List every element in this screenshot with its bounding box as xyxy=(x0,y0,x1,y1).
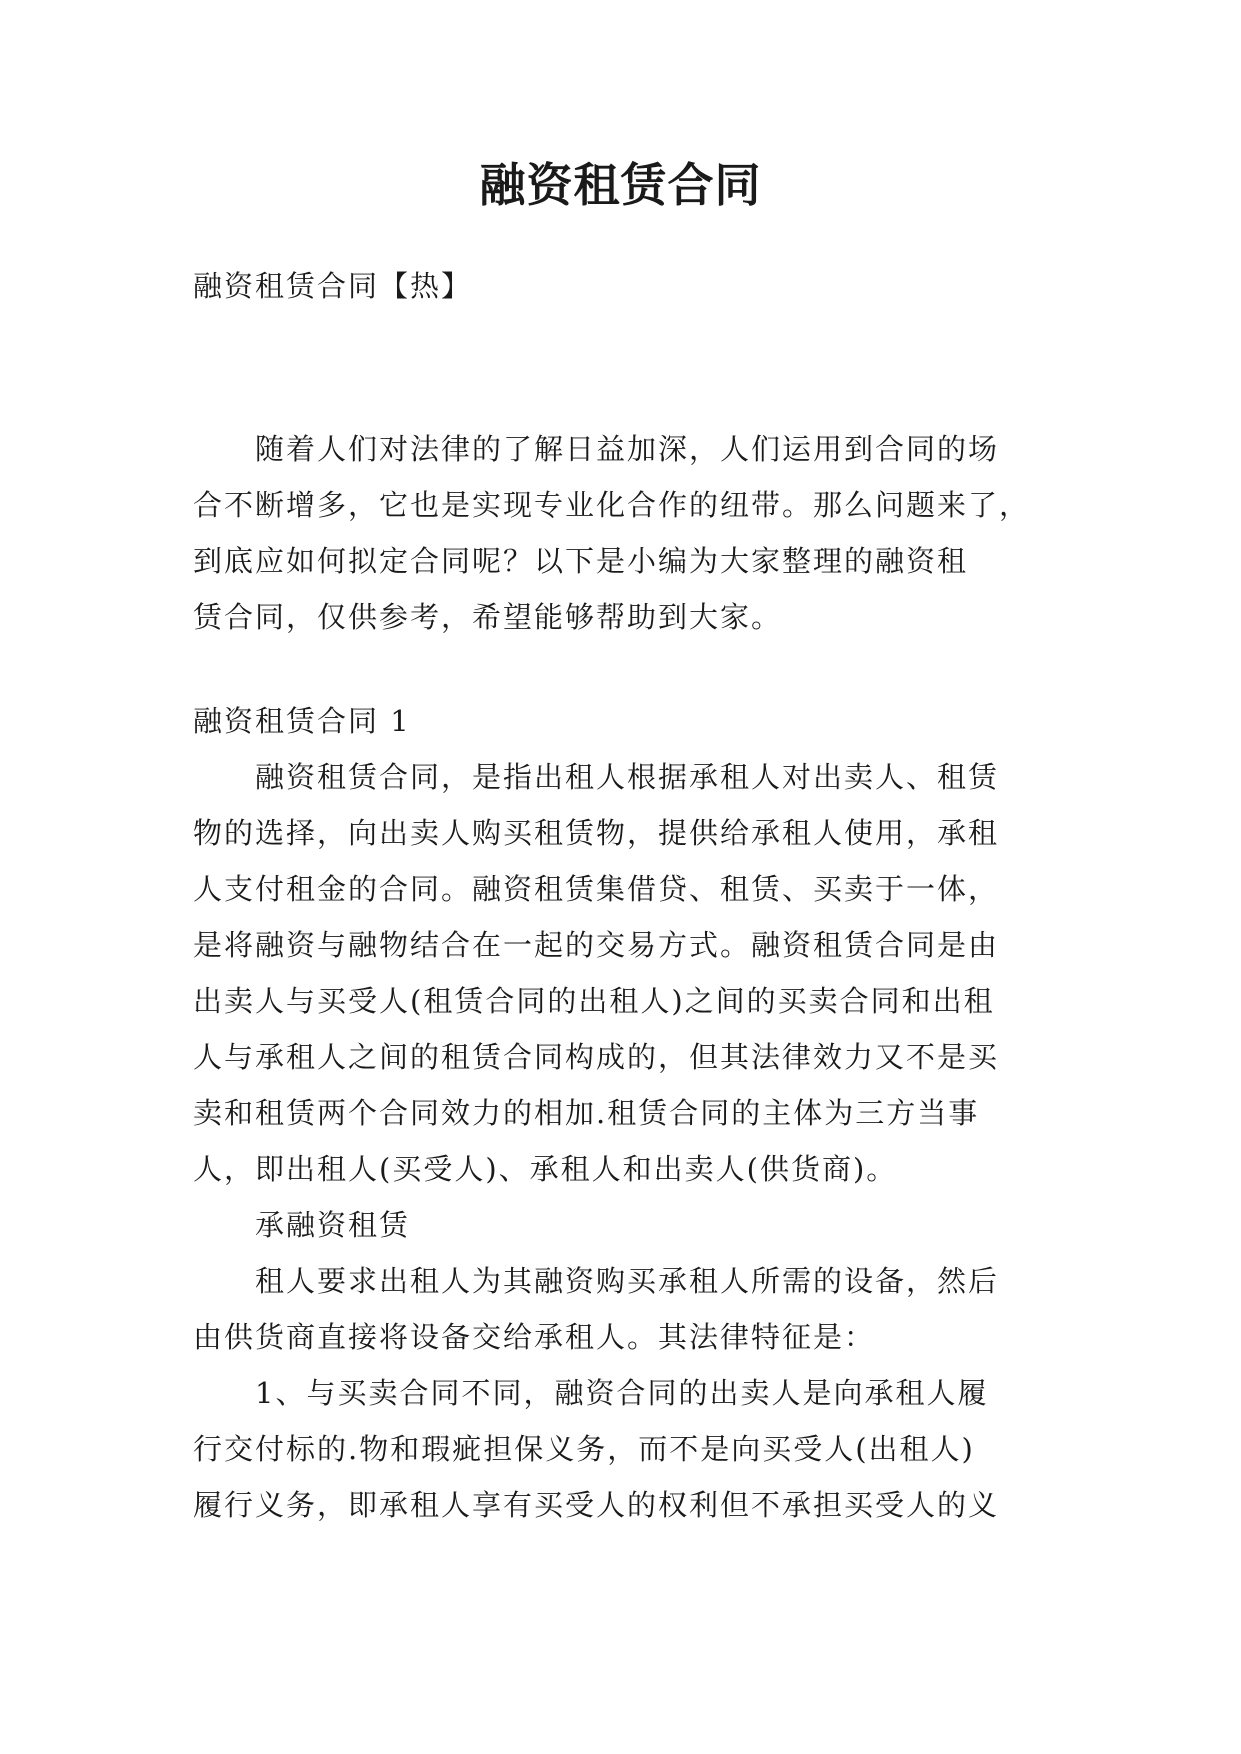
spacer xyxy=(193,645,1063,693)
text-line: 是将融资与融物结合在一起的交易方式。融资租赁合同是由 xyxy=(193,928,1000,962)
section-heading: 融资租赁合同 1 xyxy=(193,704,411,738)
text-line: 人与承租人之间的租赁合同构成的，但其法律效力又不是买 xyxy=(193,1040,1000,1074)
paragraph-lease xyxy=(193,1253,1063,1365)
text-line: 物的选择，向出卖人购买租赁物，提供给承租人使用，承租 xyxy=(193,816,1000,850)
document-title: 融资租赁合同 xyxy=(479,158,762,212)
paragraph-feature-1 xyxy=(193,1365,1063,1533)
spacer xyxy=(193,314,1063,421)
text-line: 到底应如何拟定合同呢？以下是小编为大家整理的融资租 xyxy=(193,544,969,578)
text-line: 人支付租金的合同。融资租赁集借贷、租赁、买卖于一体， xyxy=(193,872,1000,906)
text-line: 履行义务，即承租人享有买受人的权利但不承担买受人的义 xyxy=(193,1488,1000,1522)
text-line: 租人要求出租人为其融资购买承租人所需的设备，然后 xyxy=(255,1264,1000,1298)
text-line: 赁合同，仅供参考，希望能够帮助到大家。 xyxy=(193,600,783,634)
intro-paragraph xyxy=(193,421,1063,645)
text-line: 卖和租赁两个合同效力的相加.租赁合同的主体为三方当事 xyxy=(193,1096,980,1130)
text-line: 随着人们对法律的了解日益加深，人们运用到合同的场 xyxy=(255,432,1000,466)
text-line: 合不断增多，它也是实现专业化合作的纽带。那么问题来了， xyxy=(193,488,1031,522)
text-line: 由供货商直接将设备交给承租人。其法律特征是： xyxy=(193,1320,876,1354)
document-body xyxy=(193,258,1063,1533)
document-subtitle: 融资租赁合同【热】 xyxy=(193,269,473,303)
text-line: 人，即出租人(买受人)、承租人和出卖人(供货商)。 xyxy=(193,1152,898,1186)
text-line: 行交付标的.物和瑕疵担保义务，而不是向买受人(出租人) xyxy=(193,1432,975,1466)
text-line: 出卖人与买受人(租赁合同的出租人)之间的买卖合同和出租 xyxy=(193,984,995,1018)
paragraph-definition xyxy=(193,749,1063,1197)
paragraph-lease-heading: 承融资租赁 xyxy=(255,1208,411,1242)
text-line: 1、与买卖合同不同，融资合同的出卖人是向承租人履 xyxy=(255,1376,989,1410)
text-line: 融资租赁合同，是指出租人根据承租人对出卖人、租赁 xyxy=(255,760,1000,794)
